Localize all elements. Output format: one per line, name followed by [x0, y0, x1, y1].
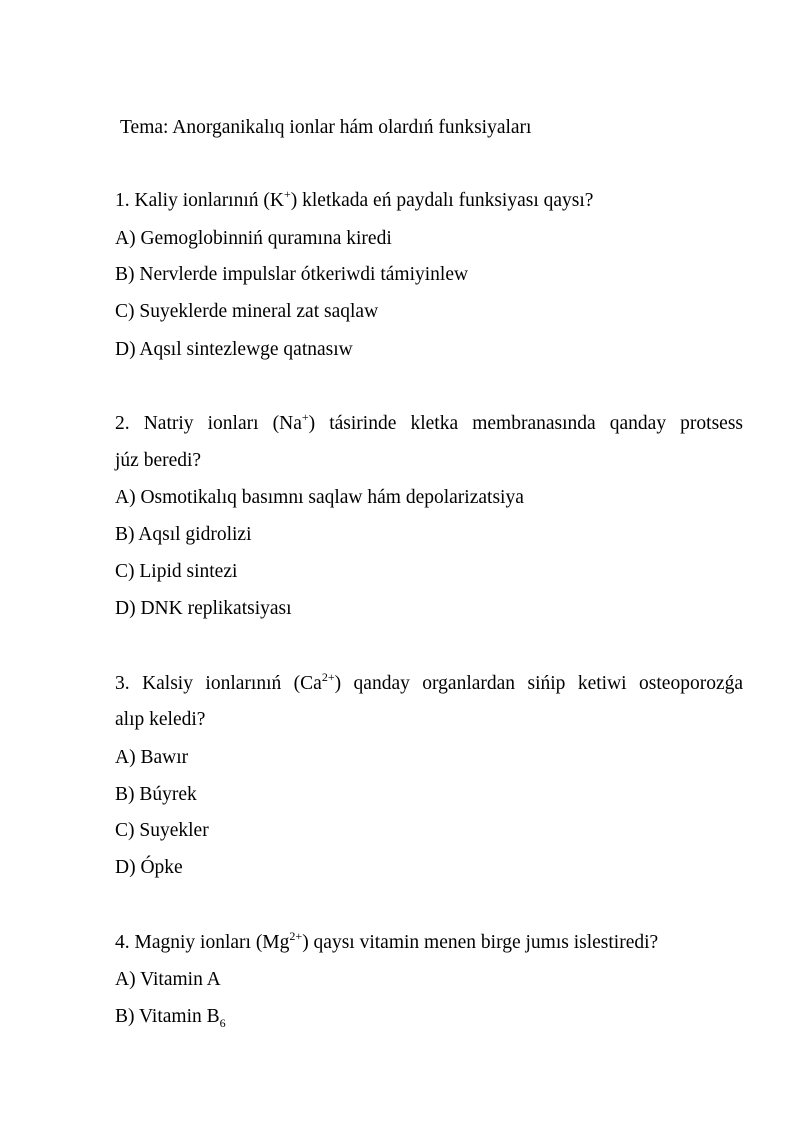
- question-2-text-line-1: 2. Natriy ionları (Na+) tásirinde kletka membranasında qanday protsess: [115, 410, 743, 434]
- question-3-option-d: D) Ópke: [115, 857, 183, 878]
- question-2-text-line-2: júz beredi?: [115, 450, 202, 471]
- superscript: +: [283, 187, 291, 201]
- question-1-text: 1. Kaliy ionlarınıń (K+) kletkada eń paydalı funksiyası qaysı?: [115, 187, 594, 211]
- question-2-option-d: D) DNK replikatsiyası: [115, 598, 292, 619]
- question-1-option-d: D) Aqsıl sintezlewge qatnasıw: [115, 339, 353, 360]
- question-3-option-b: B) Búyrek: [115, 784, 197, 805]
- question-number: 2.: [115, 413, 130, 434]
- superscript: +: [301, 410, 309, 424]
- question-3-text-line-1: 3. Kalsiy ionlarınıń $(Ca^{2+})$ qanday organlardan sińip ketiwi osteoporozǵa: [115, 670, 743, 694]
- question-1-option-b: B) Nervlerde impulslar ótkeriwdi támiyinlew: [115, 264, 469, 285]
- question-3-option-c: C) Suyekler: [115, 820, 209, 841]
- question-number: 3.: [115, 673, 130, 694]
- question-1-option-a: A) Gemoglobinniń quramına kiredi: [115, 228, 392, 249]
- question-2-option-a: A) Osmotikalıq basımnı saqlaw hám depolarizatsiya: [115, 487, 524, 508]
- superscript: 2+: [289, 929, 303, 943]
- superscript: 2+: [321, 670, 335, 684]
- question-2-option-b: B) Aqsıl gidrolizi: [115, 524, 252, 545]
- question-4-option-b: B) Vitamin $B_6$: [115, 1006, 226, 1030]
- question-2-option-c: C) Lipid sintezi: [115, 561, 238, 582]
- subscript: 6: [219, 1016, 226, 1030]
- question-4-text: 4. Magniy ionları $(Mg^{2+})$ qaysı vitamin menen birge jumıs islestiredi?: [115, 929, 659, 953]
- question-number: 4.: [115, 932, 130, 953]
- question-3-text-line-2: alıp keledi?: [115, 709, 206, 730]
- document-title: Tema: Anorganikalıq ionlar hám olardıń funksiyaları: [120, 117, 532, 138]
- question-3-option-a: A) Bawır: [115, 747, 189, 768]
- question-number: 1.: [115, 190, 130, 211]
- question-4-option-a: A) Vitamin A: [115, 969, 221, 990]
- question-1-option-c: C) Suyeklerde mineral zat saqlaw: [115, 301, 379, 322]
